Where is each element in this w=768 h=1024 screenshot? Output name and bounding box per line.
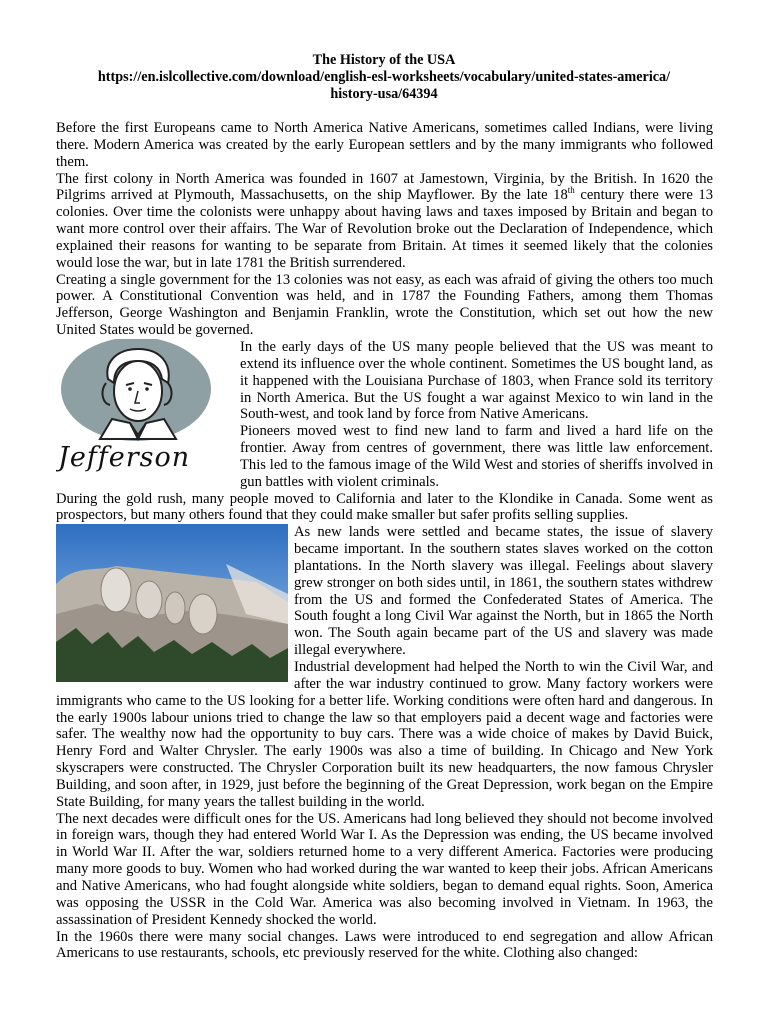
paragraph-pioneers: Pioneers moved west to find new land to farm and lived a hard life on the frontier. Away from centres of government, there was little law enforcement. This led to the famous image of the Wild West and stories of sheriffs involved in gun battles with violent criminals. [240,423,713,490]
jefferson-figure [56,339,238,474]
paragraph-industry: Industrial development had helped the North to win the Civil War, and after the war industry continued to grow. Many factory workers were immigrants who came to the US looking for a better life. Working conditions were often hard and dangerous. In the early 1900s labour unions tried to change the law so that employers paid a decent wage and factories were safer. The wealthy now had the opportunity to buy cars. There was a wide choice of makes by David Buick, Henry Ford and Walter Chrysler. The early 1900s was also a time of building. In Chicago and New York skyscrapers were constructed. The Chrysler Corporation built its new headquarters, the now famous Chrysler Building, and soon after, in 1929, just before the beginning of the Great Depression, work began on the Empire State Building, for many years the tallest building in the world. [56,659,713,810]
page-title: The History of the USA [312,52,456,68]
paragraph-gold-rush: During the gold rush, many people moved to California and later to the Klondike in Canada. Some went as prospectors, but many others found that they could make smaller but safer profits selling supplies. [56,490,713,524]
paragraph-colonies-text-a: The first colony in North America was founded in 1607 at Jamestown, Virginia, by the British. In 1620 the Pilgrims arrived at Plymouth, Massachusetts, on the ship Mayflower. By the late 18 [56,170,713,204]
paragraph-native-americans: Before the first Europeans came to North America Native Americans, sometimes called Indians, were living there. Modern America was created by the early European settlers and by the many immigrants who followed them. [56,120,713,170]
paragraph-colonies [56,171,713,272]
jefferson-signature: Jefferson [58,441,191,473]
source-url-line-2: history-usa/64394 [330,85,438,102]
superscript-th: th [567,185,575,196]
paragraph-constitution: Creating a single government for the 13 colonies was not easy, as each was afraid of giving the others too much power. A Constitutional Convention was held, and in 1787 the Founding Fathers, among them Thomas Jefferson, George Washington and Benjamin Franklin, wrote the Constitution, which set out how the new United States would be governed. [56,271,713,339]
document-header [56,52,712,102]
paragraph-expansion: In the early days of the US many people believed that the US was meant to extend its influence over the whole continent. Sometimes the US bought land, as it happened with the Louisiana Purchase of 1803, when France sold its territory in North America. But the US fought a war against Mexico to win land in the South-west, and took land by force from Native Americans. [240,338,713,423]
mount-rushmore-icon [56,524,288,682]
jefferson-portrait-icon [56,339,238,474]
paragraph-sixties: In the 1960s there were many social changes. Laws were introduced to end segregation and allow African Americans to use restaurants, schools, etc previously reserved for the white. Clothing also changed: [56,928,713,962]
paragraph-world-wars: The next decades were difficult ones for the US. Americans had long believed they should not become involved in foreign wars, though they had entered World War I. As the Depression was ending, the US became involved in World War II. After the war, soldiers returned home to a very different America. Factories were producing many more goods to buy. Women who had worked during the war wanted to keep their jobs. African Americans and Native Americans, who had fought alongside white soldiers, began to demand equal rights. Soon, America was opposing the USSR in the Cold War. America was also becoming involved in Vietnam. In 1963, the assassination of President Kennedy shocked the world. [56,810,713,928]
source-url-line-1: https://en.islcollective.com/download/english-esl-worksheets/vocabulary/united-states-america/ [97,68,671,85]
mount-rushmore-figure [56,524,294,692]
article-body [56,120,713,962]
paragraph-colonies-text-b: century there were 13 colonies. Over time the colonists were unhappy about having laws and taxes imposed by Britain and began to want more control over their affairs. The War of Revolution broke out the Declaration of Independence, which explained their reasons for wanting to be separate from Britain. At times it seemed likely that the colonies would lose the war, but in late 1781 the British surrendered. [56,187,714,271]
paragraph-slavery: As new lands were settled and became states, the issue of slavery became important. In the southern states slaves worked on the cotton plantations. In the North slavery was illegal. Feelings about slavery grew stronger on both sides until, in 1861, the southern states withdrew from the US and formed the Confederated States of America. The South fought a long Civil War against the North, but in 1865 the North won. The South again became part of the US and slavery was made illegal everywhere. [294,524,713,659]
